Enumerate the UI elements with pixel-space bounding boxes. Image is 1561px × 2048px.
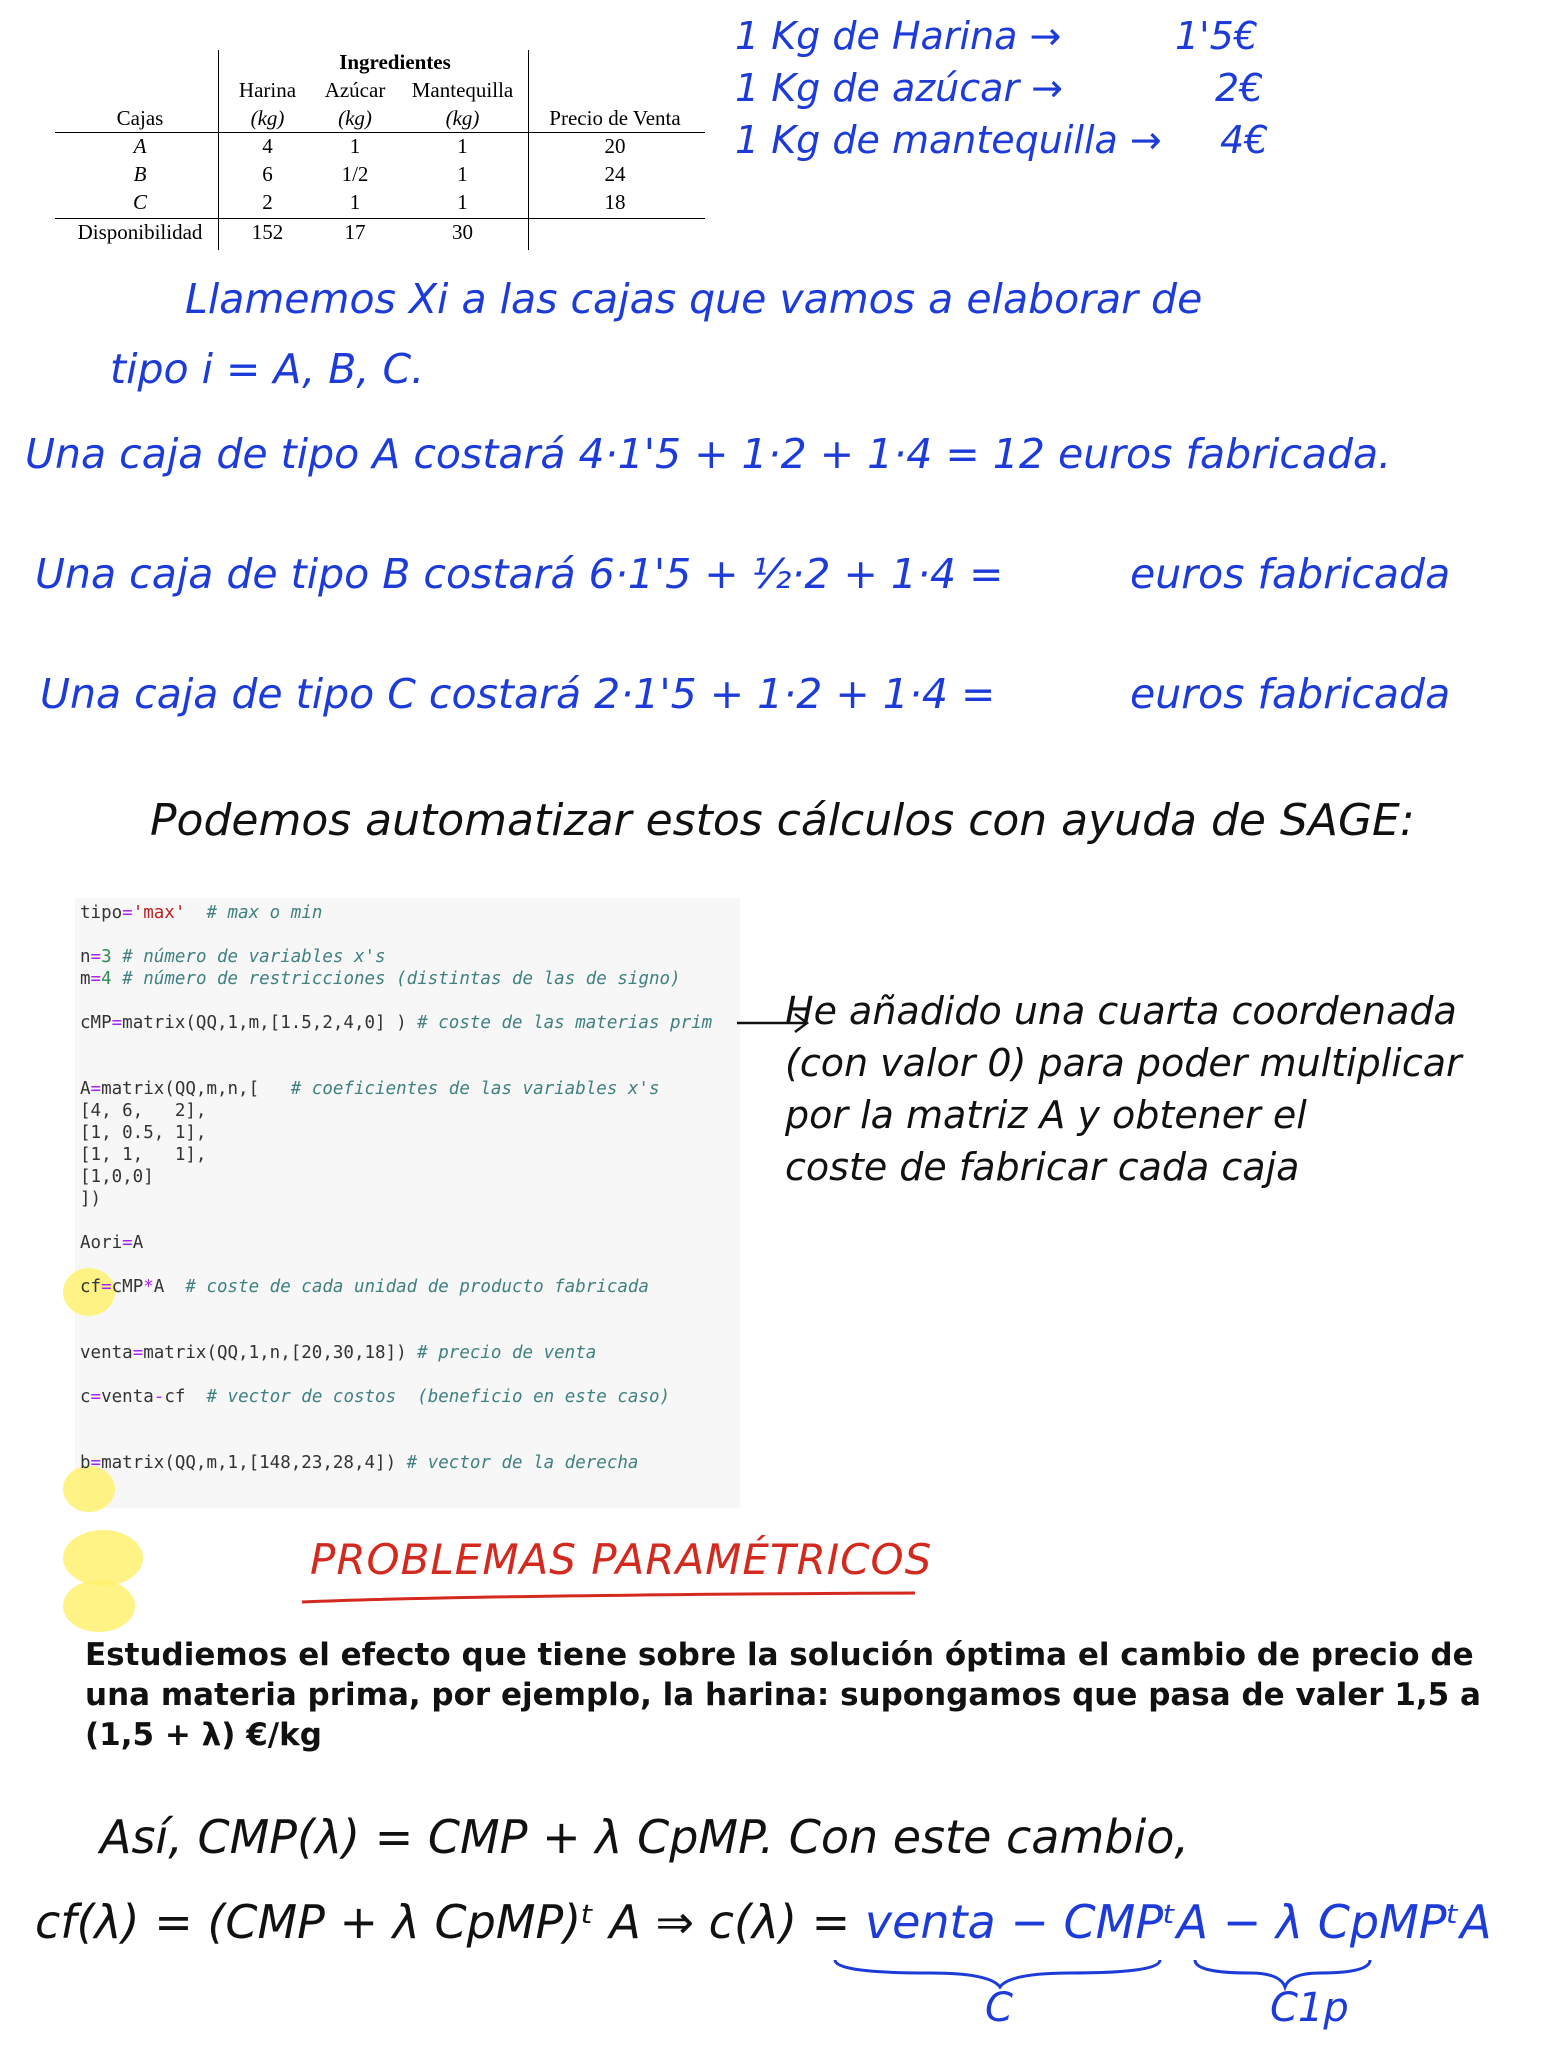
note-line1: Llamemos Xi a las cajas que vamos a elaborar de xyxy=(185,275,1203,323)
code-line-aori: Aori=A xyxy=(80,1233,144,1253)
code-line-a: A=matrix(QQ,m,n,[ # coeficientes de las variables x's xyxy=(80,1079,660,1099)
col-harina: Harina xyxy=(238,78,297,102)
price-note-azucar-right: 2€ xyxy=(1215,66,1264,110)
code-line-n: n=3 # número de variables x's xyxy=(80,947,386,967)
price-note-harina-left: 1 Kg de Harina → xyxy=(735,14,1062,58)
cell-a-azucar: 1 xyxy=(349,134,361,158)
note-sage: Podemos automatizar estos cálculos con ayuda de SAGE: xyxy=(150,795,1415,846)
code-line-cmp: cMP=matrix(QQ,1,m,[1.5,2,4,0] ) # coste de las materias prim xyxy=(80,1013,713,1033)
code-a-row-1: [1, 0.5, 1], xyxy=(80,1123,207,1143)
code-a-row-3: [1,0,0] xyxy=(80,1167,154,1187)
price-note-mantequilla-right: 4€ xyxy=(1220,118,1269,162)
row-label-b: B xyxy=(133,162,147,186)
side-note-line-2: por la matriz A y obtener el xyxy=(785,1093,1307,1137)
price-note-mantequilla-left: 1 Kg de mantequilla → xyxy=(735,118,1162,162)
code-a-row-4: ]) xyxy=(80,1189,102,1209)
under-c1p: C1p xyxy=(1270,1985,1349,2031)
code-a-comment: # coeficientes de las variables x's xyxy=(290,1079,660,1099)
code-b-comment: # vector de la derecha xyxy=(406,1453,639,1473)
code-line-tipo: tipo='max' # max o min xyxy=(80,903,323,923)
cell-a-mantequilla: 1 xyxy=(457,134,468,158)
table-group-header: Ingredientes xyxy=(339,50,451,74)
price-note-harina-right: 1'5€ xyxy=(1175,14,1258,58)
side-note xyxy=(785,985,1462,1193)
code-tipo-comment: # max o min xyxy=(206,903,323,923)
highlight-venta xyxy=(63,1530,143,1586)
cell-b-precio: 24 xyxy=(604,162,626,186)
note-cost-b-right: euros fabricada xyxy=(1130,550,1451,598)
code-cf-comment: # coste de cada unidad de producto fabricada xyxy=(185,1277,649,1297)
cell-disp-harina: 152 xyxy=(251,220,284,244)
formula2-left: cf(λ) = (CMP + λ CpMP)ᵗ A ⇒ c(λ) = xyxy=(35,1895,865,1949)
cell-c-mantequilla: 1 xyxy=(457,190,468,214)
sage-code-cell xyxy=(75,898,740,1508)
code-line-cf: cf=cMP*A # coste de cada unidad de producto fabricada xyxy=(80,1277,649,1297)
cell-b-azucar: 1/2 xyxy=(341,162,369,186)
code-cmp-args: (QQ,1,m,[1.5,2,4,0] ) xyxy=(185,1013,418,1033)
cell-disp-azucar: 17 xyxy=(344,220,366,244)
code-line-venta: venta=matrix(QQ,1,n,[20,30,18]) # precio de venta xyxy=(80,1343,597,1363)
cell-a-precio: 20 xyxy=(604,134,626,158)
note-cost-b: Una caja de tipo B costará 6·1'5 + ½·2 + 1·4 = xyxy=(35,550,1004,598)
cell-c-harina: 2 xyxy=(262,190,273,214)
code-n-comment: # número de variables x's xyxy=(122,947,386,967)
unit-azucar: (kg) xyxy=(338,106,372,130)
code-venta-args: (QQ,1,n,[20,30,18]) xyxy=(206,1343,418,1363)
unit-harina: (kg) xyxy=(250,106,285,130)
formula-line1: Así, CMP(λ) = CMP + λ CpMP. Con este cambio, xyxy=(100,1810,1190,1864)
col-azucar: Azúcar xyxy=(324,78,386,102)
param-title-underline xyxy=(300,1590,920,1610)
cell-c-precio: 18 xyxy=(604,190,626,214)
code-c-comment: # vector de costos (beneficio en este caso) xyxy=(206,1387,671,1407)
formula-line2 xyxy=(35,1895,1492,1949)
formula2-right: − λ CpMPᵗA xyxy=(1208,1895,1492,1949)
printed-paragraph: Estudiemos el efecto que tiene sobre la solución óptima el cambio de precio de una materia prima, por ejemplo, la harina: supongamos que pasa de valer 1,5 a (1,5 + λ) €/kg xyxy=(85,1637,1481,1753)
cell-b-mantequilla: 1 xyxy=(457,162,468,186)
ingredients-table xyxy=(55,50,705,250)
note-cost-c-right: euros fabricada xyxy=(1130,670,1451,718)
col-mantequilla: Mantequilla xyxy=(411,78,514,102)
row-label-disponibilidad: Disponibilidad xyxy=(77,220,203,244)
col-cajas: Cajas xyxy=(116,106,164,130)
cell-a-harina: 4 xyxy=(262,134,273,158)
note-line2: tipo i = A, B, C. xyxy=(110,345,425,393)
code-tipo-value: 'max' xyxy=(132,903,186,923)
under-c: C xyxy=(985,1985,1013,2031)
formula2-mid: venta − CMPᵗA xyxy=(864,1895,1209,1949)
code-b-args: (QQ,m,1,[148,23,28,4]) xyxy=(164,1453,407,1473)
code-line-b: b=matrix(QQ,m,1,[148,23,28,4]) # vector de la derecha xyxy=(80,1453,639,1473)
code-m-comment: # número de restricciones (distintas de las de signo) xyxy=(122,969,681,989)
col-precio: Precio de Venta xyxy=(549,106,681,130)
row-label-a: A xyxy=(133,134,147,158)
cell-c-azucar: 1 xyxy=(349,190,361,214)
side-note-line-3: coste de fabricar cada caja xyxy=(785,1145,1300,1189)
cell-b-harina: 6 xyxy=(262,162,273,186)
note-cost-c: Una caja de tipo C costará 2·1'5 + 1·2 + 1·4 = xyxy=(40,670,996,718)
code-cmp-comment: # coste de las materias prim xyxy=(417,1013,713,1033)
code-a-row-2: [1, 1, 1], xyxy=(80,1145,207,1165)
side-note-line-1: (con valor 0) para poder multiplicar xyxy=(785,1041,1462,1085)
code-a-row-0: [4, 6, 2], xyxy=(80,1101,207,1121)
price-note-azucar-left: 1 Kg de azúcar → xyxy=(735,66,1063,110)
code-line-m: m=4 # número de restricciones (distintas de las de signo) xyxy=(80,969,681,989)
row-label-c: C xyxy=(132,190,147,214)
unit-mantequilla: (kg) xyxy=(445,106,480,130)
side-note-line-0: He añadido una cuarta coordenada xyxy=(785,989,1457,1033)
note-cost-a: Una caja de tipo A costará 4·1'5 + 1·2 + 1·4 = 12 euros fabricada. xyxy=(25,430,1392,478)
cell-disp-mantequilla: 30 xyxy=(452,220,473,244)
param-title: PROBLEMAS PARAMÉTRICOS xyxy=(310,1535,933,1584)
highlight-c xyxy=(63,1580,135,1632)
prices-note xyxy=(735,10,1555,166)
code-line-c: c=venta-cf # vector de costos (beneficio en este caso) xyxy=(80,1387,671,1407)
code-venta-comment: # precio de venta xyxy=(417,1343,597,1363)
